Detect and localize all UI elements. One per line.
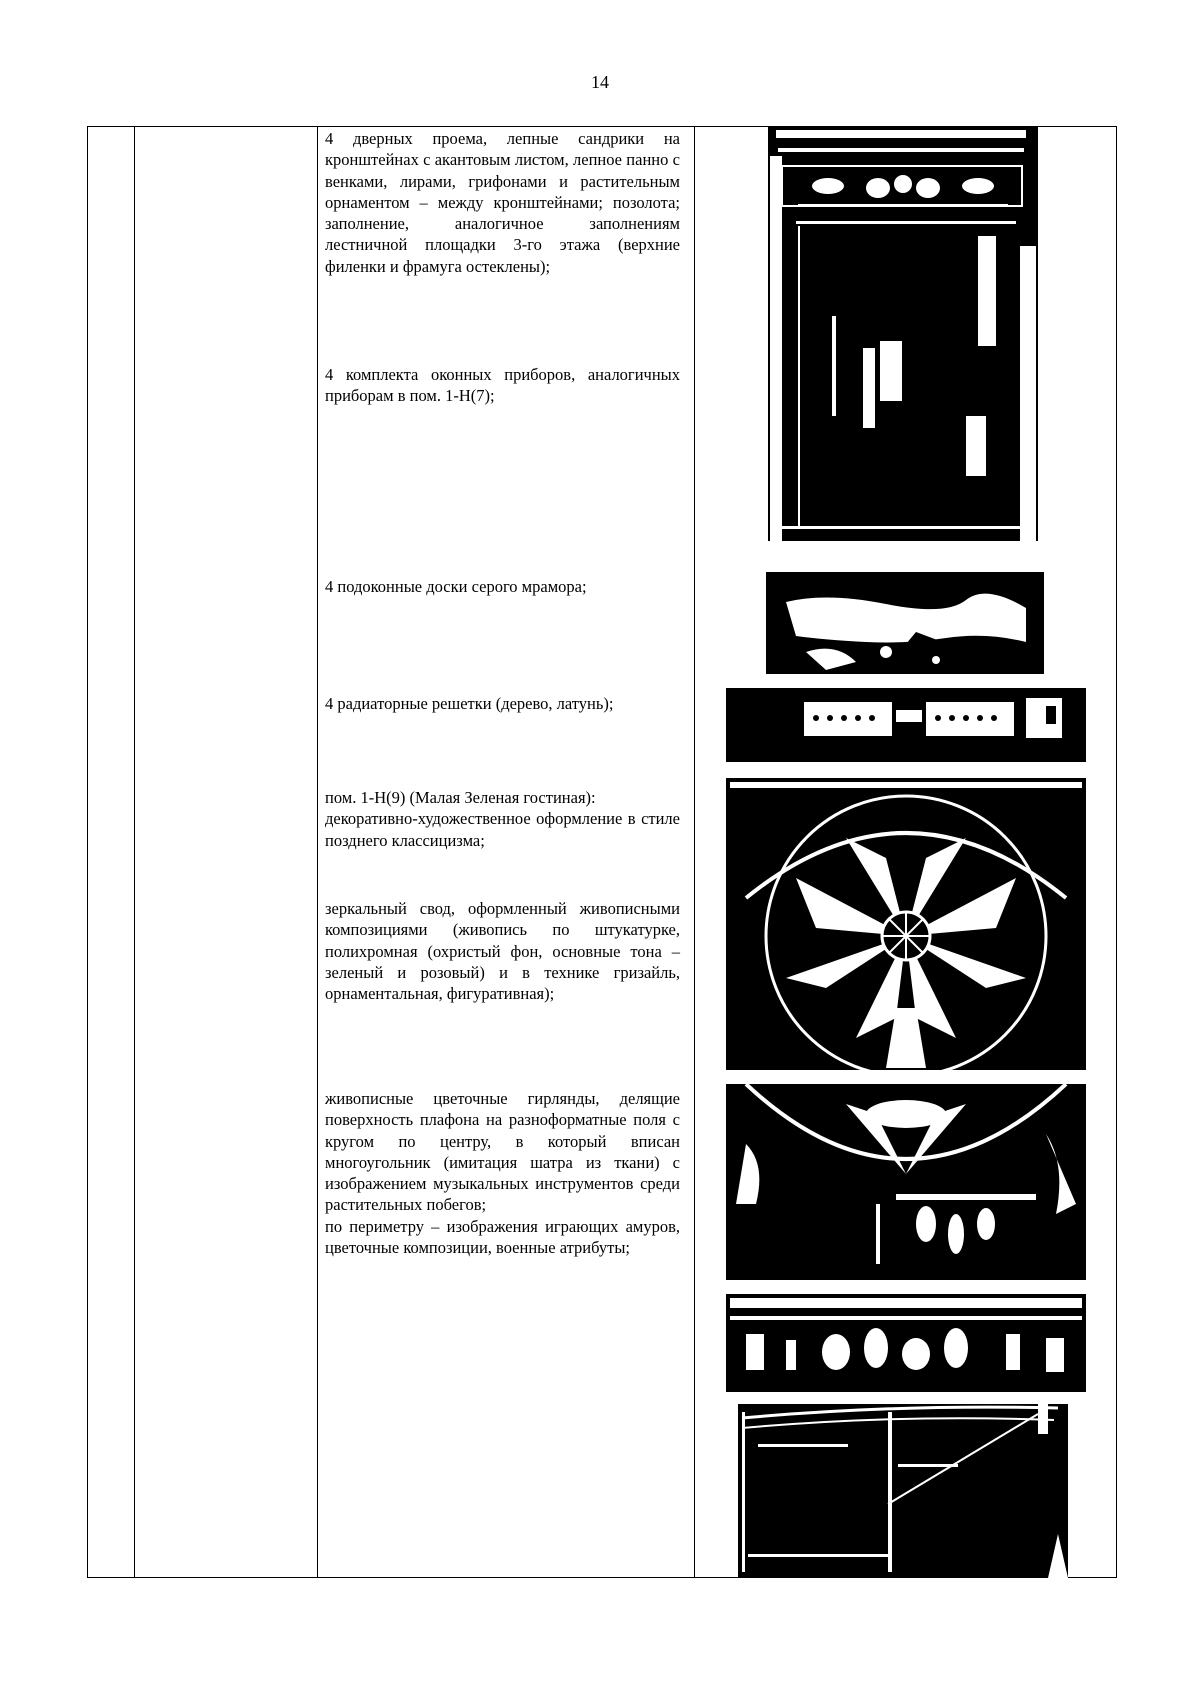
photo-cornice-frieze: [726, 1294, 1086, 1392]
description-room-header: пом. 1-Н(9) (Малая Зеленая гостиная): декоративно-художественное оформление в стиле позднего классицизма;: [325, 788, 680, 850]
description-vault: зеркальный свод, оформленный живописными композициями (живопись по штукатурке, полихромная (охристый фон, основные тона – зеленый и розовый) и в технике гризайль, орнаментальная, фигуративная);: [325, 899, 680, 1004]
description-garlands: живописные цветочные гирлянды, делящие поверхность плафона на разноформатные поля с кругом по центру, в который вписан многоугольник (имитация шатра из ткани) с изображением музыкальных инструментов среди растительных побегов; по периметру – изображения играющих амуров, цветочные композиции, военные атрибуты;: [325, 1089, 680, 1258]
column-divider: [317, 127, 318, 1577]
photo-windowsill: [766, 572, 1044, 674]
description-windowsills: 4 подоконные доски серого мрамора;: [325, 577, 587, 596]
column-divider: [694, 127, 695, 1577]
photo-doorway: [768, 126, 1038, 541]
description-radiator-grilles: 4 радиаторные решетки (дерево, латунь);: [325, 694, 614, 713]
column-divider: [134, 127, 135, 1577]
photo-painted-vault: [726, 778, 1086, 1070]
photo-radiator-grille: [726, 688, 1086, 762]
description-window-fittings: 4 комплекта оконных приборов, аналогичных приборам в пом. 1-Н(7);: [325, 365, 680, 406]
page-number: 14: [591, 72, 609, 92]
photo-vault-corner: [738, 1404, 1068, 1578]
description-doorways: 4 дверных проема, лепные сандрики на кронштейнах с акантовым листом, лепное панно с венками, лирами, грифонами и растительным орнаментом – между кронштейнами; позолота; заполнение, аналогичное заполнениям лестничной площадки 3-го этажа (верхние филенки и фрамуга остеклены);: [325, 129, 680, 276]
photo-ceiling-garland: [726, 1084, 1086, 1280]
